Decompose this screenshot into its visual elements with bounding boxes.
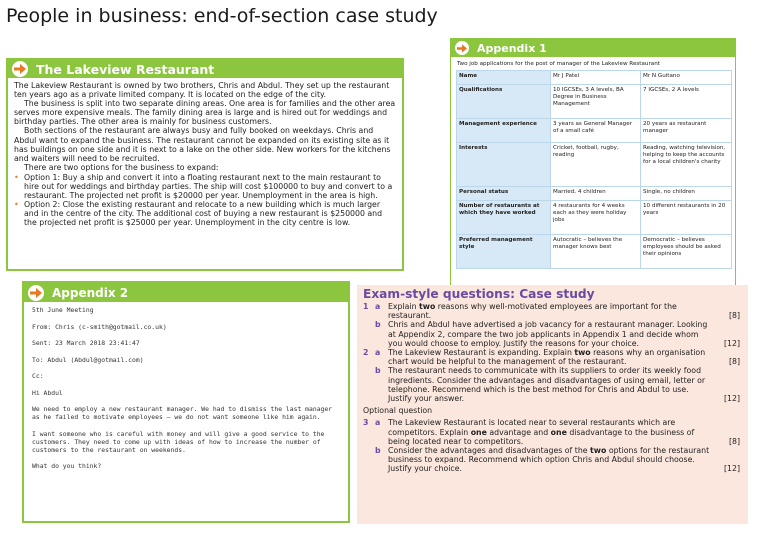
email-paragraph: I want someone who is careful with money and will give a good service to the customers. They need to come up with ideas of how to increase the number of customers to the restaurant on weekends. (32, 429, 325, 454)
marks: [8] (728, 311, 740, 321)
appendix-2-box (22, 281, 350, 523)
option-2 (14, 200, 396, 227)
question-emphasis: two (574, 348, 591, 358)
appendix-1-subtitle: Two job applications for the post of manager of the Lakeview Restaurant (457, 61, 660, 67)
bullet-icon: • (14, 200, 19, 210)
question-2b (361, 366, 740, 403)
question-text: The Lakeview Restaurant is located near to several restaurants which are competitors. Explain (388, 418, 676, 437)
question-letter: a (375, 302, 381, 311)
lakeview-paragraph: There are two options for the business to expand: (24, 162, 219, 172)
question-number: 1 (363, 302, 369, 311)
row-label: Name (457, 71, 551, 85)
table-row (457, 143, 732, 187)
option-1-text: Option 1: Buy a ship and convert it into a floating restaurant next to the main restaurant to hire out for weddings and birthday parties. The ship will cost $100000 to buy and convert to a restaurant. The projected net profit is $20000 per year. Unemployment in the area is high. (24, 172, 393, 201)
marks: [8] (728, 357, 740, 367)
email-paragraph: We need to employ a new restaurant manager. We had to dismiss the last manager as he failed to motivate employees – we do not want someone like him again. (32, 405, 333, 421)
cell-patel: Cricket, football, rugby, reading (551, 143, 641, 187)
question-text: disadvantage to the business of being located near to competitors. (388, 427, 695, 446)
applicants-table (456, 70, 732, 269)
question-text: reasons why an organisation chart would be helpful to the management of the restaurant. (388, 348, 706, 367)
question-text: Explain (388, 302, 420, 311)
row-label: Interests (457, 143, 551, 187)
row-label: Preferred management style (457, 235, 551, 269)
question-emphasis: two (419, 302, 436, 311)
question-3a (361, 418, 740, 446)
question-text: The restaurant needs to communicate with its suppliers to order its weekly food ingredients. Consider the advantages and disadvantages of using email, letter or telephone. Recommend which is the best method for Chris and Abdul to use. Justify your answer. (388, 366, 706, 404)
question-letter: b (375, 320, 381, 330)
question-3b (361, 446, 740, 474)
lakeview-paragraph: The business is split into two separate dining areas. One area is for families and the other area serves more expensive meals. The family dining area is large and is hired out for weddings and birthday parties. The other area is mainly for business customers. (14, 99, 396, 127)
row-label: Personal status (457, 187, 551, 201)
marks: [12] (723, 464, 740, 474)
table-row (457, 187, 732, 201)
arrow-icon (455, 41, 469, 55)
question-emphasis: one (470, 427, 487, 437)
question-text: Consider the advantages and disadvantages of the (388, 446, 591, 456)
appendix-2-header (24, 283, 348, 302)
cell-guitano: Democratic – believes employees should be asked their opinions (641, 235, 732, 269)
question-1b (361, 320, 740, 348)
cell-patel: 4 restaurants for 4 weeks each as they were holiday jobs (551, 201, 641, 235)
cell-guitano: 20 years as restaurant manager (641, 119, 732, 143)
cell-patel: Autocratic – believes the manager knows best (551, 235, 641, 269)
question-text: reasons why well-motivated employees are important for the restaurant. (388, 302, 677, 321)
appendix-1-box (450, 38, 736, 293)
appendix-2-heading: Appendix 2 (52, 285, 129, 300)
question-text: advantage and (486, 427, 551, 437)
lakeview-paragraph: Both sections of the restaurant are always busy and fully booked on weekdays. Chris and Abdul want to expand the business. The restaurant cannot be expanded on its existing site as it has buildings on one side and it is next to a lake on the other side. New workers for the kitchens and waiters will need to be recruited. (14, 126, 391, 163)
question-letter: a (375, 418, 381, 428)
email-greeting: Hi Abdul (32, 388, 63, 397)
question-text: options for the restaurant business to expand. Recommend which option Chris and Abdul should choose. Justify your choice. (388, 446, 710, 474)
appendix-1-header (451, 39, 735, 57)
row-label: Number of restaurants at which they have worked (457, 201, 551, 235)
cell-patel: Mr J Patel (551, 71, 641, 85)
lakeview-heading: The Lakeview Restaurant (36, 61, 215, 77)
question-emphasis: one (550, 427, 567, 437)
cell-patel: Married, 4 children (551, 187, 641, 201)
email-closing: What do you think? (32, 462, 102, 470)
cell-guitano: Mr N Guitano (641, 71, 732, 85)
row-label: Qualifications (457, 85, 551, 119)
lakeview-paragraph: The Lakeview Restaurant is owned by two brothers, Chris and Abdul. They set up the restaurant ten years ago as a private limited company. It is located on the edge of the city. (14, 81, 390, 100)
option-2-text: Option 2: Close the existing restaurant and relocate to a new building which is much larger and in the centre of the city. The additional cost of buying a new restaurant is $250000 and the projected net profit is $25000 per year. Unemployment in the city centre is low. (24, 200, 383, 228)
cell-patel: 10 IGCSEs, 3 A levels, BA Degree in Business Management (551, 85, 641, 119)
email-cc: Cc: (32, 372, 44, 380)
cell-patel: 3 years as General Manager of a small café (551, 119, 641, 143)
cell-guitano: 10 different restaurants in 20 years (641, 201, 732, 235)
table-row (457, 235, 732, 269)
appendix-1-heading: Appendix 1 (477, 41, 547, 55)
question-letter: b (375, 366, 381, 376)
table-row (457, 201, 732, 235)
marks: [12] (723, 394, 740, 404)
exam-questions-box (357, 285, 748, 524)
cell-guitano: 7 IGCSEs, 2 A levels (641, 85, 732, 119)
arrow-icon (28, 285, 44, 301)
page-title: People in business: end-of-section case study (6, 5, 438, 27)
lakeview-header (8, 60, 402, 78)
email-sent: Sent: 23 March 2018 23:41:47 (32, 339, 140, 347)
email-to: To: Abdul (Abdul@gotmail.com) (32, 355, 144, 364)
option-1 (14, 173, 396, 200)
optional-question-label: Optional question (363, 406, 433, 416)
cell-guitano: Reading, watching television, helping to keep the accounts for a local children's charity (641, 143, 732, 187)
question-1a (361, 302, 740, 320)
marks: [12] (723, 338, 740, 348)
question-text: The Lakeview Restaurant is expanding. Explain (388, 348, 575, 358)
table-row (457, 71, 732, 85)
table-row (457, 119, 732, 143)
bullet-icon: • (14, 172, 19, 182)
question-number: 3 (363, 418, 369, 428)
email-from: From: Chris (c-smith@gotmail.co.uk) (32, 322, 167, 331)
table-row (457, 85, 732, 119)
arrow-icon (12, 61, 28, 77)
exam-heading: Exam-style questions: Case study (363, 287, 595, 301)
question-letter: a (375, 348, 381, 358)
row-label: Management experience (457, 119, 551, 143)
email-body (24, 302, 348, 470)
marks: [8] (728, 436, 740, 446)
question-emphasis: two (590, 446, 607, 456)
question-number: 2 (363, 348, 369, 358)
cell-guitano: Single, no children (641, 187, 732, 201)
email-meeting: 5th June Meeting (32, 306, 94, 314)
question-text: Chris and Abdul have advertised a job vacancy for a restaurant manager. Looking at Appendix 2, compare the two job applicants in Appendix 1 and decide whom you would choose to employ. Justify the reasons for your choice. (388, 320, 708, 348)
question-2a (361, 348, 740, 366)
question-letter: b (375, 446, 381, 456)
lakeview-case-box (6, 58, 404, 271)
